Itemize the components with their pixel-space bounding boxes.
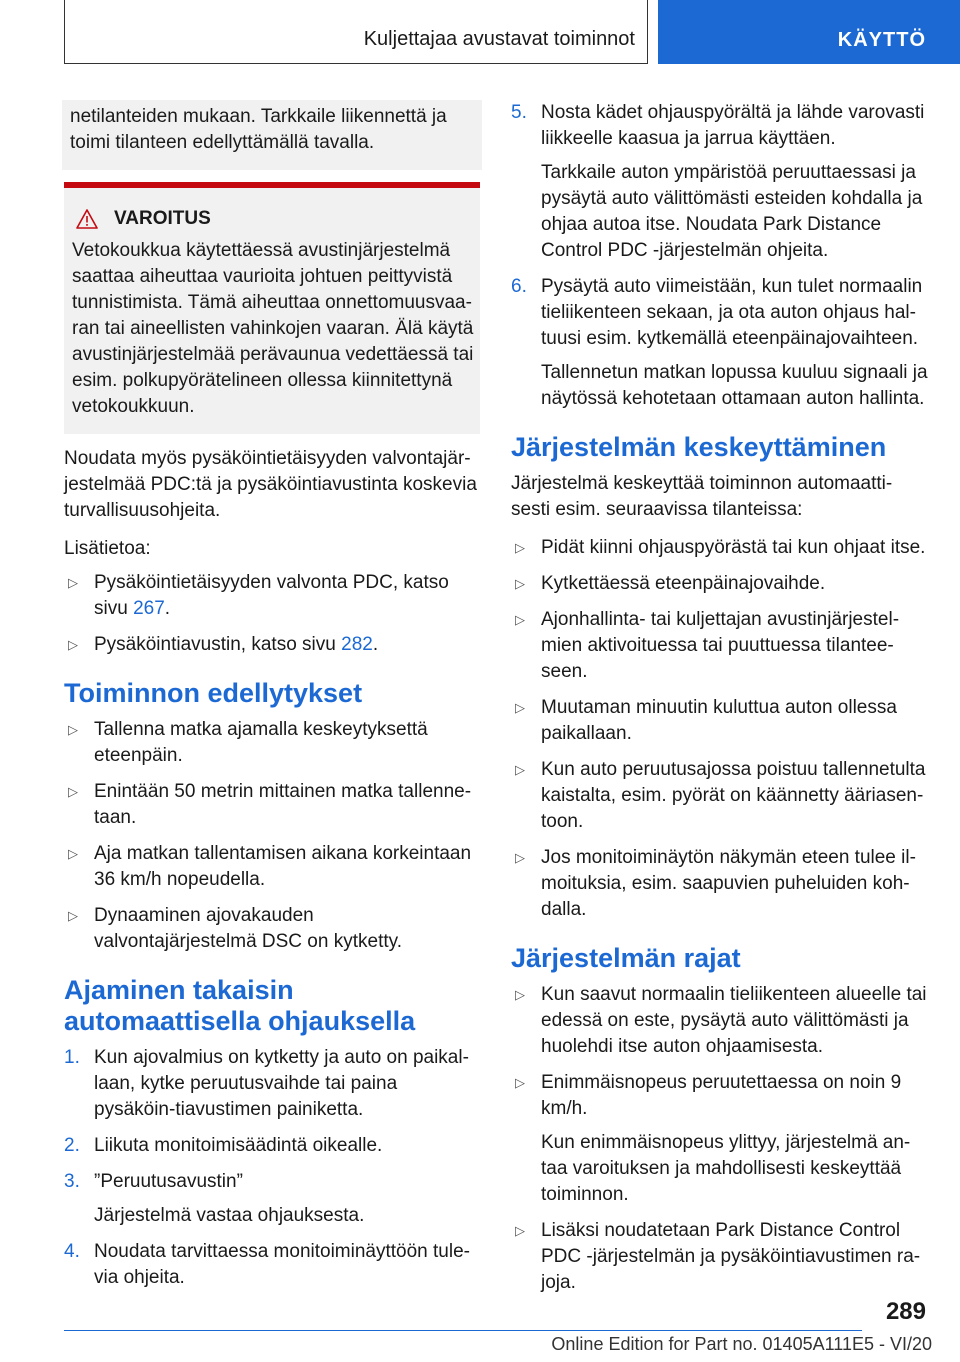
step-item: 2. Liikuta monitoimisäädintä oikealle.: [64, 1135, 383, 1156]
heading-limits: Järjestelmän rajat: [511, 943, 741, 973]
triangle-bullet-icon: ▷: [515, 540, 525, 555]
list-subtext: Kun enimmäisnopeus ylittyy, järjestelmä an-taa varoituksen ja mahdollisesti keskeyttää toiminnon.: [541, 1132, 911, 1205]
prerequisites-list: [64, 717, 480, 955]
left-column: [64, 100, 480, 1303]
step-subtext: Tarkkaile auton ympäristöä peruuttaessasi ja pysäytä auto välittömästi esteiden kohdalla ja ohjaa autoa itse. Noudata Park Distance Control PDC -järjestelmän ohjeita.: [541, 162, 923, 261]
triangle-bullet-icon: ▷: [515, 850, 525, 865]
step-item: 3. ”Peruutusavustin” Järjestelmä vastaa ohjauksesta.: [64, 1169, 480, 1229]
list-item: ▷ Pysäköintiavustin, katso sivu 282.: [64, 632, 480, 658]
triangle-bullet-icon: ▷: [68, 908, 78, 923]
limits-list: [511, 982, 929, 1296]
step-subtext: Järjestelmä vastaa ohjauksesta.: [94, 1205, 365, 1226]
list-item: ▷ Lisäksi noudatetaan Park Distance Control PDC -järjestelmän ja pysäköintiavustimen ra-joja.: [515, 1220, 921, 1293]
pdc-note: Noudata myös pysäköintietäisyyden valvontajär-jestelmää PDC:tä ja pysäköintiavustinta koskevia turvallisuusohjeita.: [64, 448, 477, 521]
intro-box: [62, 100, 482, 170]
warning-title-text: VAROITUS: [114, 208, 211, 229]
page-link-282[interactable]: 282: [341, 634, 373, 655]
list-item: ▷ Enintään 50 metrin mittainen matka tallenne-taan.: [68, 781, 472, 828]
triangle-bullet-icon: ▷: [68, 575, 78, 590]
list-item: ▷ Pidät kiinni ohjauspyörästä tai kun ohjaat itse.: [511, 535, 929, 561]
list-item: ▷ Tallenna matka ajamalla keskeytyksettä eteenpäin.: [68, 719, 428, 766]
list-item: ▷ Enimmäisnopeus peruutettaessa on noin 9 km/h. Kun enimmäisnopeus ylittyy, järjestelmä an-taa varoituksen ja mahdollisesti keskeyttää toiminnon.: [511, 1070, 929, 1208]
intro-text: netilanteiden mukaan. Tarkkaile liikennettä ja toimi tilanteen edellyttämällä tavalla.: [70, 106, 447, 153]
more-info-label: Lisätietoa:: [64, 538, 151, 559]
list-item: ▷ Kun saavut normaalin tieliikenteen alueelle tai edessä on este, pysäytä auto välittömästi ja huolehdi itse auton ohjaamisesta.: [515, 984, 927, 1057]
interrupt-list: [511, 535, 929, 923]
list-item: ▷ Kun auto peruutusajossa poistuu tallennetulta kaistalta, esim. pyörät on käännetty ääriasen-toon.: [515, 759, 926, 832]
page-number: 289: [885, 1298, 926, 1325]
warning-title: [72, 206, 474, 232]
list-item: ▷ Pysäköintietäisyyden valvonta PDC, katso sivu 267.: [68, 572, 449, 619]
footer-divider: [64, 1330, 862, 1331]
warning-triangle-icon: [76, 209, 98, 229]
reference-list: [64, 570, 480, 658]
interrupt-intro: Järjestelmä keskeyttää toiminnon automaatti-sesti esim. seuraavissa tilanteissa:: [511, 473, 893, 520]
right-column: [511, 100, 929, 1308]
steps-list-left: [64, 1045, 480, 1291]
list-item: ▷ Ajonhallinta- tai kuljettajan avustinjärjestel-mien aktivoituessa tai puuttuessa tilantee-seen.: [515, 609, 900, 682]
triangle-bullet-icon: ▷: [68, 784, 78, 799]
triangle-bullet-icon: ▷: [515, 1223, 525, 1238]
list-item: ▷ Muutaman minuutin kuluttua auton ollessa paikallaan.: [515, 697, 897, 744]
warning-box: [64, 182, 480, 434]
steps-list-right: [511, 100, 929, 412]
step-item: 1. Kun ajovalmius on kytketty ja auto on paikal-laan, kytke peruutusvaihde tai paina pysäköin-tiavustimen painiketta.: [64, 1047, 469, 1120]
list-item: ▷ Kytkettäessä eteenpäinajovaihde.: [511, 571, 929, 597]
triangle-bullet-icon: ▷: [515, 987, 525, 1002]
header-section-title: Kuljettajaa avustavat toiminnot: [363, 28, 635, 50]
warning-text: Vetokoukkua käytettäessä avustinjärjestelmä saattaa aiheuttaa vaurioita johtuen peittyvistä tunnistimista. Tämä aiheuttaa onnettomuusvaa-ran tai aineellisten vahinkojen vaaran. Älä käytä avustinjärjestelmää perävaunua vedettäessä tai esim. polkupyörätelineen ollessa kiinnitettynä vetokoukkuun.: [72, 240, 474, 417]
step-item: 6. Pysäytä auto viimeistään, kun tulet normaalin tieliikenteen sekaan, ja ota auton ohjaus hal-tuusi esim. kytkemällä eteenpäinajovaihteen. Tallennetun matkan lopussa kuuluu signaali ja näytössä kehotetaan ottamaan auton hallinta.: [511, 274, 929, 412]
triangle-bullet-icon: ▷: [515, 1075, 525, 1090]
footer-edition: Online Edition for Part no. 01405A111E5 - VI/20: [551, 1334, 932, 1354]
triangle-bullet-icon: ▷: [515, 576, 525, 591]
heading-interrupt: Järjestelmän keskeyttäminen: [511, 432, 887, 462]
page-link-267[interactable]: 267: [133, 598, 165, 619]
step-item: 4. Noudata tarvittaessa monitoiminäyttöön tule-via ohjeita.: [64, 1241, 470, 1288]
list-item: ▷ Aja matkan tallentamisen aikana korkeintaan 36 km/h nopeudella.: [68, 843, 472, 890]
triangle-bullet-icon: ▷: [68, 722, 78, 737]
triangle-bullet-icon: ▷: [515, 612, 525, 627]
list-item: ▷ Jos monitoiminäytön näkymän eteen tulee il-moituksia, esim. saapuvien puheluiden koh-dalla.: [515, 847, 916, 920]
header-tab-label: KÄYTTÖ: [837, 29, 926, 51]
triangle-bullet-icon: ▷: [515, 762, 525, 777]
heading-prerequisites: Toiminnon edellytykset: [64, 678, 363, 708]
triangle-bullet-icon: ▷: [68, 637, 78, 652]
header-section-box: [64, 0, 648, 64]
header-tab: [658, 0, 960, 64]
triangle-bullet-icon: ▷: [68, 846, 78, 861]
list-item: ▷ Dynaaminen ajovakauden valvontajärjestelmä DSC on kytketty.: [68, 905, 402, 952]
triangle-bullet-icon: ▷: [515, 700, 525, 715]
heading-auto-reverse: Ajaminen takaisin automaattisella ohjauksella: [64, 975, 416, 1036]
step-item: 5. Nosta kädet ohjauspyörältä ja lähde varovasti liikkeelle kaasua ja jarrua käyttäen. Tarkkaile auton ympäristöä peruuttaessasi ja pysäytä auto välittömästi esteiden kohdalla ja ohjaa autoa itse. Noudata Park Distance Control PDC -järjestelmän ohjeita.: [511, 100, 929, 264]
step-subtext: Tallennetun matkan lopussa kuuluu signaali ja näytössä kehotetaan ottamaan auton hallinta.: [541, 362, 928, 409]
